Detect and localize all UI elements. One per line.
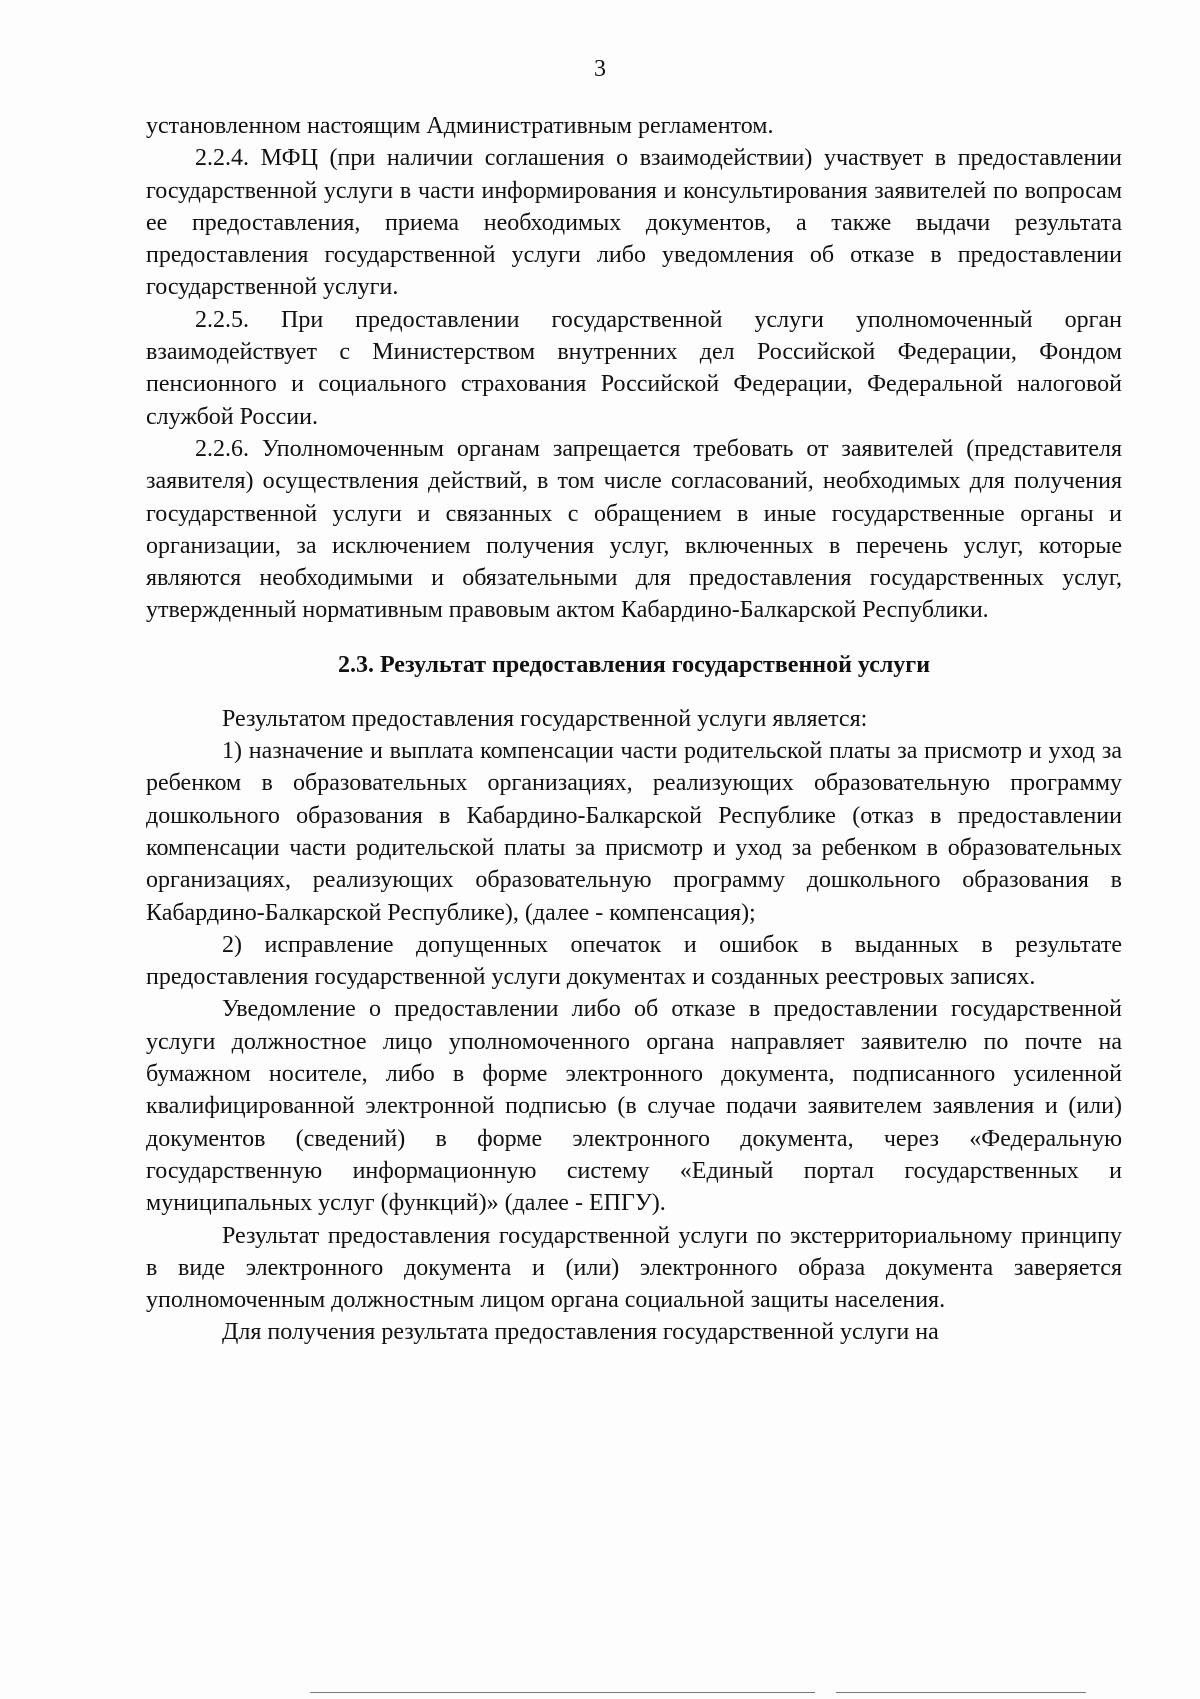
section-heading-2-3: 2.3. Результат предоставления государственной услуги [337,651,931,678]
paragraph-extraterritorial: Результат предоставления государственной услуги по экстерриториальному принципу в виде электронного документа и (или) электронного образа документа заверяется уполномоченным должностным лицом органа социальной защиты населения. [146,1222,1122,1314]
paragraph-2-2-5: 2.2.5. При предоставлении государственной услуги уполномоченный орган взаимодействует с Министерством внутренних дел Российской Федерации, Фондом пенсионного и социального страхования Российской Федерации, Федеральной налоговой службой России. [146,306,1122,430]
paragraph-obtaining-result: Для получения результата предоставления государственной услуги на [222,1319,939,1346]
paragraph-2-2-6: 2.2.6. Уполномоченным органам запрещается требовать от заявителей (представителя заявителя) осуществления действий, в том числе согласований, необходимых для получения государственной услуги и связанных с обращением в иные государственные органы и организации, за исключением получения услуг, включенных в перечень услуг, которые являются необходимыми и обязательными для предоставления государственных услуг, утвержденный нормативным правовым актом Кабардино-Балкарской Республики. [146,435,1122,624]
paragraph-2-2-4: 2.2.4. МФЦ (при наличии соглашения о взаимодействии) участвует в предоставлении государственной услуги в части информирования и консультирования заявителей по вопросам ее предоставления, приема необходимых документов, а также выдачи результата предоставления государственной услуги либо уведомления об отказе в предоставлении государственной услуги. [146,145,1122,301]
paragraph-result-item-1: 1) назначение и выплата компенсации части родительской платы за присмотр и уход за ребенком в образовательных организациях, реализующих образовательную программу дошкольного образования в Кабардино-Балкарской Республике (отказ в предоставлении компенсации части родительской платы за присмотр и уход за ребенком в образовательных организациях, реализующих образовательную программу дошкольного образования в Кабардино-Балкарской Республике), (далее - компенсация); [146,738,1122,926]
page-number: 3 [594,56,606,82]
paragraph-result-intro: Результатом предоставления государственной услуги является: [222,705,868,732]
document-body [146,110,1122,1349]
bottom-scan-rule [310,1692,815,1693]
paragraph-result-item-2: 2) исправление допущенных опечаток и ошибок в выданных в результате предоставления государственной услуги документах и созданных реестровых записях. [146,931,1122,991]
bottom-scan-rule-right [836,1692,1086,1693]
paragraph-continuation: установленном настоящим Административным регламентом. [146,113,774,139]
paragraph-notification: Уведомление о предоставлении либо об отказе в предоставлении государственной услуги должностное лицо уполномоченного органа направляет заявителю по почте на бумажном носителе, либо в форме электронного документа, подписанного усиленной квалифицированной электронной подписью (в случае подачи заявителем заявления и (или) документов (сведений) в форме электронного документа, через «Федеральную государственную информационную систему «Единый портал государственных и муниципальных услуг (функций)» (далее - ЕПГУ). [146,996,1122,1217]
